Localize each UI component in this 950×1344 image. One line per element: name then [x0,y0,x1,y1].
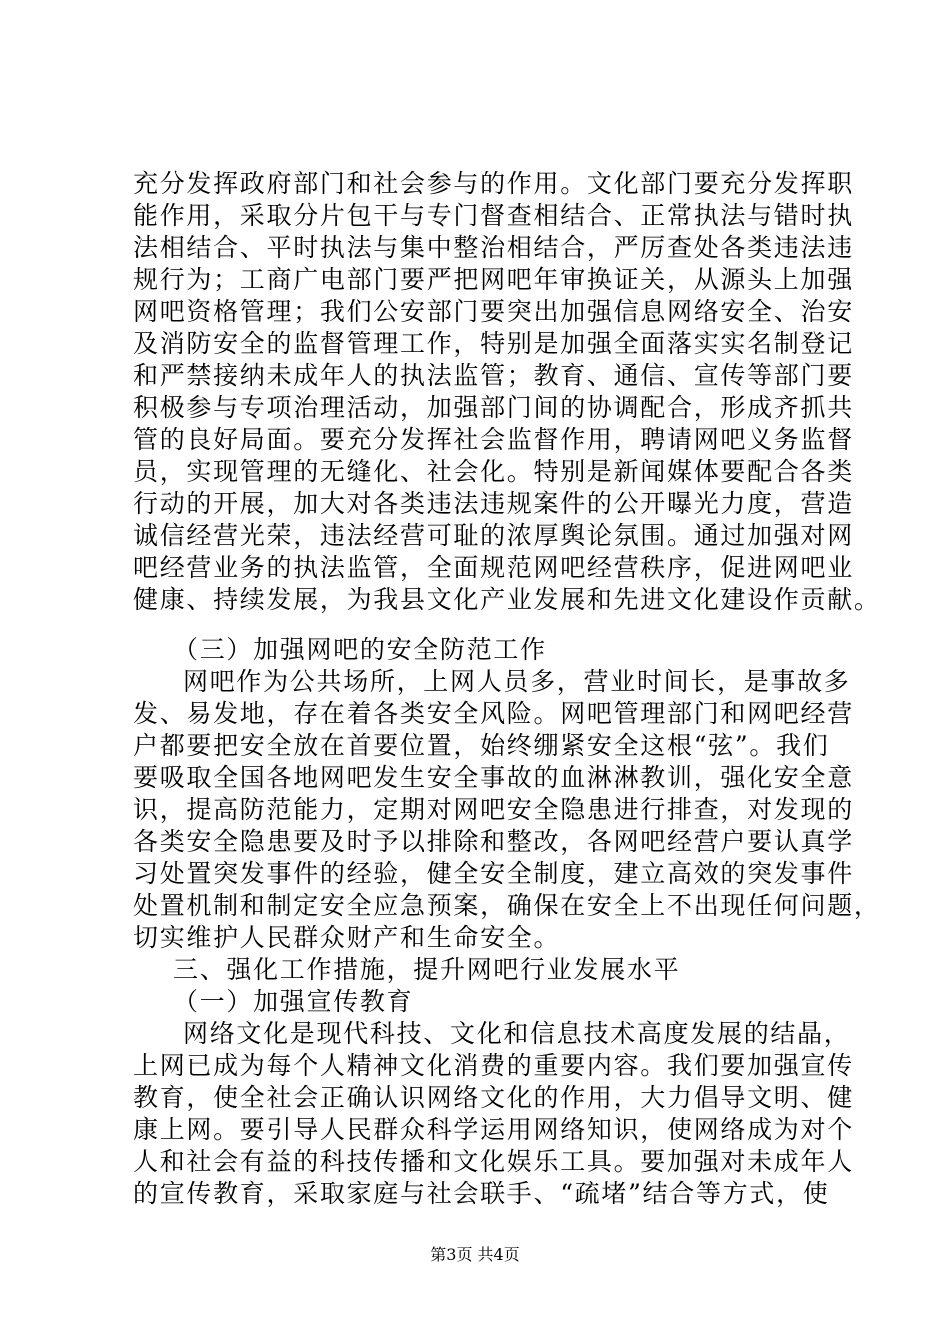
paragraph-1 [133,168,881,616]
text-line: 诚信经营光荣，违法经营可耻的浓厚舆论氛围。通过加强对网 [133,521,854,550]
text-line: 网络文化是现代科技、文化和信息技术高度发展的结晶， [183,1019,851,1048]
text-line: 吧经营业务的执法监管，全面规范网吧经营秩序，促进网吧业 [133,553,854,582]
text-line: 管的良好局面。要充分发挥社会监督作用，聘请网吧义务监督 [133,425,854,454]
document-body [133,168,881,1210]
text-line: 处置机制和制定安全应急预案，确保在安全上不出现任何问题， [133,891,881,920]
text-line: 积极参与专项治理活动，加强部门间的协调配合，形成齐抓共 [133,393,854,422]
text-line: 识，提高防范能力，定期对网吧安全隐患进行排查，对发现的 [133,795,854,824]
subsection-heading-1: （一）加强宣传教育 [173,987,414,1016]
text-line: 上网已成为每个人精神文化消费的重要内容。我们要加强宣传 [133,1051,854,1080]
page-footer: 第3页 共4页 [430,1245,520,1264]
text-line: 教育，使全社会正确认识网络文化的作用，大力倡导文明、健 [133,1083,854,1112]
text-line: 和严禁接纳未成年人的执法监管；教育、通信、宣传等部门要 [133,361,854,390]
text-line: 要吸取全国各地网吧发生安全事故的血淋淋教训，强化安全意 [133,763,854,792]
text-line: 的宣传教育，采取家庭与社会联手、“疏堵”结合等方式，使 [133,1179,830,1208]
text-line: 网吧作为公共场所，上网人员多，营业时间长，是事故多 [183,667,851,696]
text-line: 员，实现管理的无缝化、社会化。特别是新闻媒体要配合各类 [133,457,854,486]
section-heading-3: 三、强化工作措施，提升网吧行业发展水平 [173,955,681,984]
text-line: 人和社会有益的科技传播和文化娱乐工具。要加强对未成年人 [133,1147,854,1176]
text-line: 切实维护人民群众财产和生命安全。 [133,923,561,952]
paragraph-gap [133,616,833,634]
text-line: 及消防安全的监督管理工作，特别是加强全面落实实名制登记 [133,329,854,358]
text-line: 户都要把安全放在首要位置，始终绷紧安全这根“弦”。我们 [133,731,830,760]
text-line: 康上网。要引导人民群众科学运用网络知识，使网络成为对个 [133,1115,854,1144]
text-line: 健康、持续发展，为我县文化产业发展和先进文化建设作贡献。 [133,585,881,614]
text-line: 行动的开展，加大对各类违法违规案件的公开曝光力度，营造 [133,489,854,518]
paragraph-2 [133,666,881,954]
text-line: 法相结合、平时执法与集中整治相结合，严厉查处各类违法违 [133,233,854,262]
text-line: 习处置突发事件的经验，健全安全制度，建立高效的突发事件 [133,859,854,888]
text-line: 发、易发地，存在着各类安全风险。网吧管理部门和网吧经营 [133,699,854,728]
text-line: 充分发挥政府部门和社会参与的作用。文化部门要充分发挥职 [133,169,854,198]
subsection-heading-3: （三）加强网吧的安全防范工作 [173,635,547,664]
text-line: 能作用，采取分片包干与专门督查相结合、正常执法与错时执 [133,201,854,230]
paragraph-3 [133,1018,854,1210]
text-line: 网吧资格管理；我们公安部门要突出加强信息网络安全、治安 [133,297,854,326]
text-line: 各类安全隐患要及时予以排除和整改，各网吧经营户要认真学 [133,827,854,856]
text-line: 规行为；工商广电部门要严把网吧年审换证关，从源头上加强 [133,265,854,294]
